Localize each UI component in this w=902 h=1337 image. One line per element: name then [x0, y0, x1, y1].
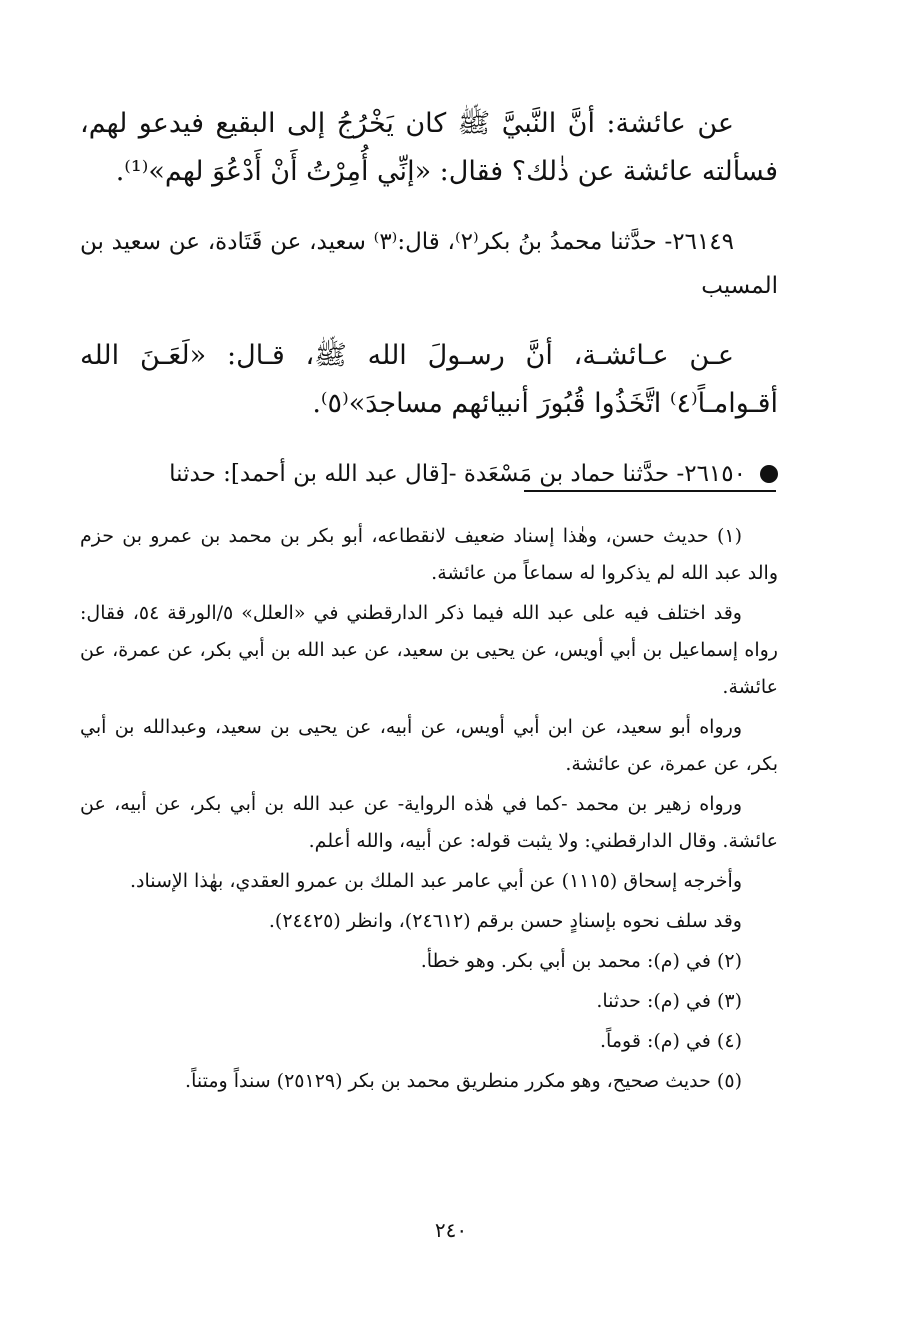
footnote-2: (٢) في (م): محمد بن أبي بكر. وهو خطأ.: [420, 950, 742, 972]
footnote-1-detail-4: وأخرجه إسحاق (١١١٥) عن أبي عامر عبد الملك بن عمرو العقدي، بهٰذا الإسناد.: [129, 870, 742, 892]
footnote-1-detail-1: وقد اختلف فيه على عبد الله فيما ذكر الدارقطني في «العلل» ٥/الورقة ٥٤، فقال: رواه إسماعيل بن أبي أويس، عن يحيى بن سعيد، عن عبد الله بن أبي بكر، عن عمرة، عن عائشة.: [80, 602, 778, 698]
isnad-26149: ٢٦١٤٩- حدَّثنا محمدُ بنُ بكر⁽٢⁾، قال:⁽٣⁾ سعيد، عن قَتَادة، عن سعيد بن المسيب: [80, 229, 778, 299]
hadith-text-1: عن عائشة: أنَّ النَّبيَّ ﷺ كان يَخْرُجُ إلى البقيع فيدعو لهم، فسألته عائشة عن ذٰلك؟ فقال: «إنِّي أُمِرْتُ أَنْ أَدْعُوَ لهم»⁽¹⁾.: [80, 108, 778, 187]
hadith-text-2: عـن عـائشـة، أنَّ رسـولَ الله ﷺ، قـال: «لَعَـنَ الله أقـوامـاً⁽٤⁾ اتَّخَذُوا قُبُورَ أنبيائهم مساجدَ»⁽٥⁾.: [80, 340, 778, 419]
footnote-1-detail-5: وقد سلف نحوه بإسنادٍ حسن برقم (٢٤٦١٢)، وانظر (٢٤٤٢٥).: [268, 910, 742, 932]
footnote-separator: [524, 490, 776, 492]
footnote-4: (٤) في (م): قوماً.: [600, 1030, 742, 1052]
main-text: [80, 100, 778, 496]
footnote-1-detail-2: ورواه أبو سعيد، عن ابن أبي أويس، عن أبيه، عن يحيى بن سعيد، وعبدالله بن أبي بكر، عن عمرة، عن عائشة.: [80, 716, 778, 775]
isnad-26150: ٢٦١٥٠- حدَّثنا حماد بن مَسْعَدة -[قال عبد الله بن أحمد]: حدثنا: [169, 461, 746, 487]
footnote-1: (١) حديث حسن، وهٰذا إسناد ضعيف لانقطاعه، أبو بكر بن محمد بن عمرو بن حزم والد عبد الله لم يذكروا له سماعاً من عائشة.: [80, 525, 778, 584]
footnote-1-detail-3: ورواه زهير بن محمد -كما في هٰذه الرواية- عن عبد الله بن أبي بكر، عن أبيه، عن عائشة. وقال الدارقطني: ولا يثبت قوله: عن أبيه، والله أعلم.: [80, 793, 778, 852]
footnotes: [80, 518, 778, 1103]
footnote-3: (٣) في (م): حدثنا.: [596, 990, 742, 1012]
page-number: ٢٤٠: [434, 1218, 468, 1242]
bullet-dot-icon: [760, 465, 778, 483]
footnote-5: (٥) حديث صحيح، وهو مكرر منطريق محمد بن بكر (٢٥١٢٩) سنداً ومتناً.: [185, 1070, 742, 1092]
